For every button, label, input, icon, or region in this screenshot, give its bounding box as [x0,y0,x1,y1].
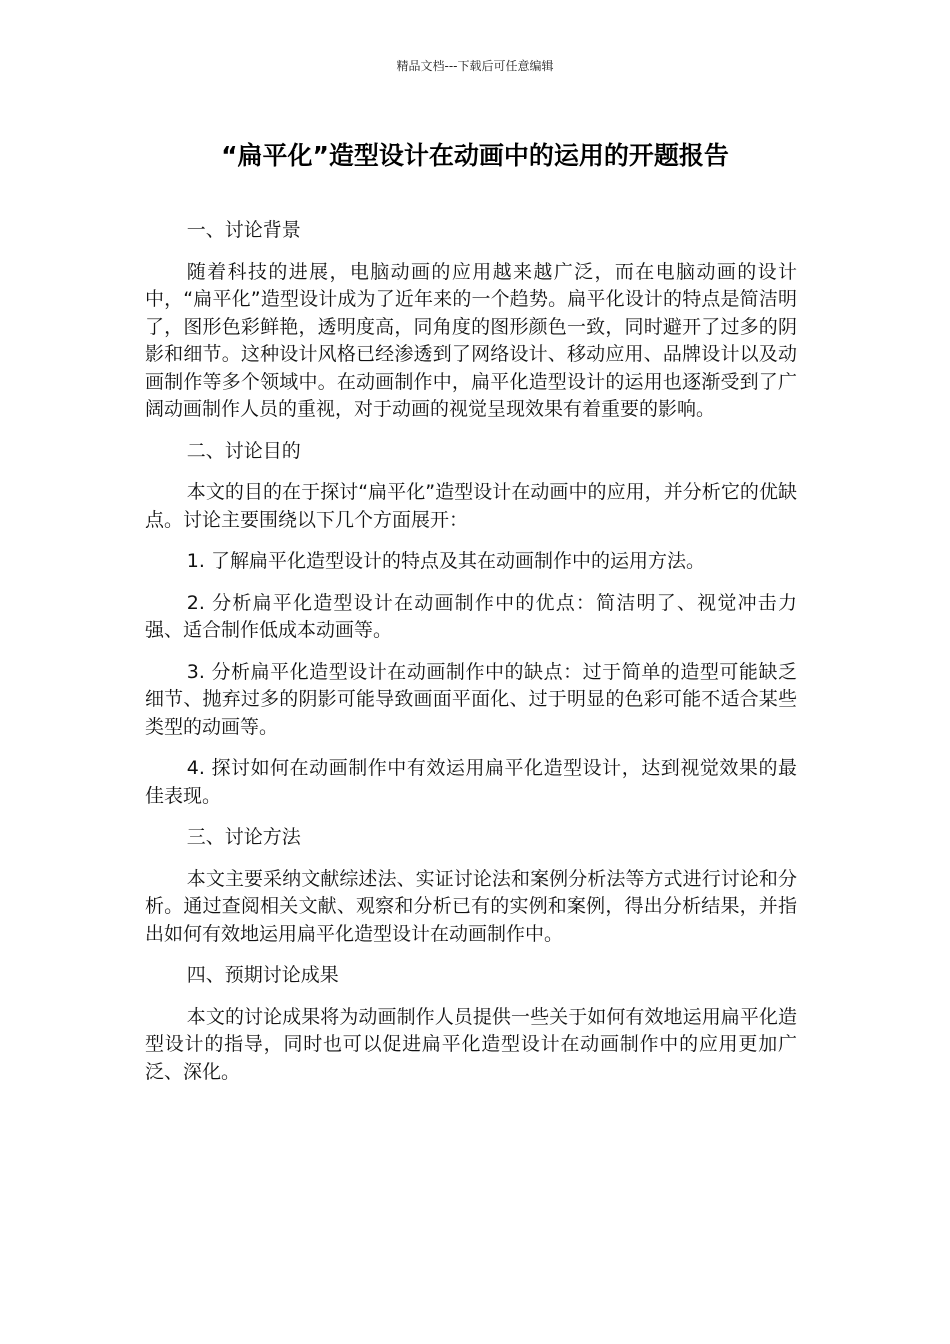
paragraph-expected-results: 本文的讨论成果将为动画制作人员提供一些关于如何有效地运用扁平化造型设计的指导，同时也可以促进扁平化造型设计在动画制作中的应用更加广泛、深化。 [145,1005,797,1083]
paragraph-background: 随着科技的进展，电脑动画的应用越来越广泛，而在电脑动画的设计中，“扁平化”造型设计成为了近年来的一个趋势。扁平化设计的特点是简洁明了，图形色彩鲜艳，透明度高，同角度的图形颜色一致，同时避开了过多的阴影和细节。这种设计风格已经渗透到了网络设计、移动应用、品牌设计以及动画制作等多个领域中。在动画制作中，扁平化造型设计的运用也逐渐受到了广阔动画制作人员的重视，对于动画的视觉呈现效果有着重要的影响。 [145,260,797,420]
list-item: 1. 了解扁平化造型设计的特点及其在动画制作中的运用方法。 [186,550,705,572]
section-heading-background: 一、讨论背景 [186,219,301,241]
paragraph-method: 本文主要采纳文献综述法、实证讨论法和案例分析法等方式进行讨论和分析。通过查阅相关文献、观察和分析已有的实例和案例，得出分析结果，并指出如何有效地运用扁平化造型设计在动画制作中。 [145,867,797,945]
list-item: 2. 分析扁平化造型设计在动画制作中的优点：简洁明了、视觉冲击力强、适合制作低成本动画等。 [145,591,797,641]
header-note: 精品文档---下载后可任意编辑 [396,59,554,73]
section-heading-purpose: 二、讨论目的 [186,439,301,462]
list-item: 3. 分析扁平化造型设计在动画制作中的缺点：过于简单的造型可能缺乏细节、抛弃过多的阴影可能导致画面平面化、过于明显的色彩可能不适合某些类型的动画等。 [145,660,797,738]
document-title: “扁平化”造型设计在动画中的运用的开题报告 [221,141,729,170]
section-heading-method: 三、讨论方法 [186,826,301,848]
section-heading-expected-results: 四、预期讨论成果 [186,964,339,986]
document-body [145,217,797,1100]
list-item: 4. 探讨如何在动画制作中有效运用扁平化造型设计，达到视觉效果的最佳表现。 [145,757,797,807]
paragraph-purpose: 本文的目的在于探讨“扁平化”造型设计在动画中的应用，并分析它的优缺点。讨论主要围绕以下几个方面展开： [145,481,797,531]
